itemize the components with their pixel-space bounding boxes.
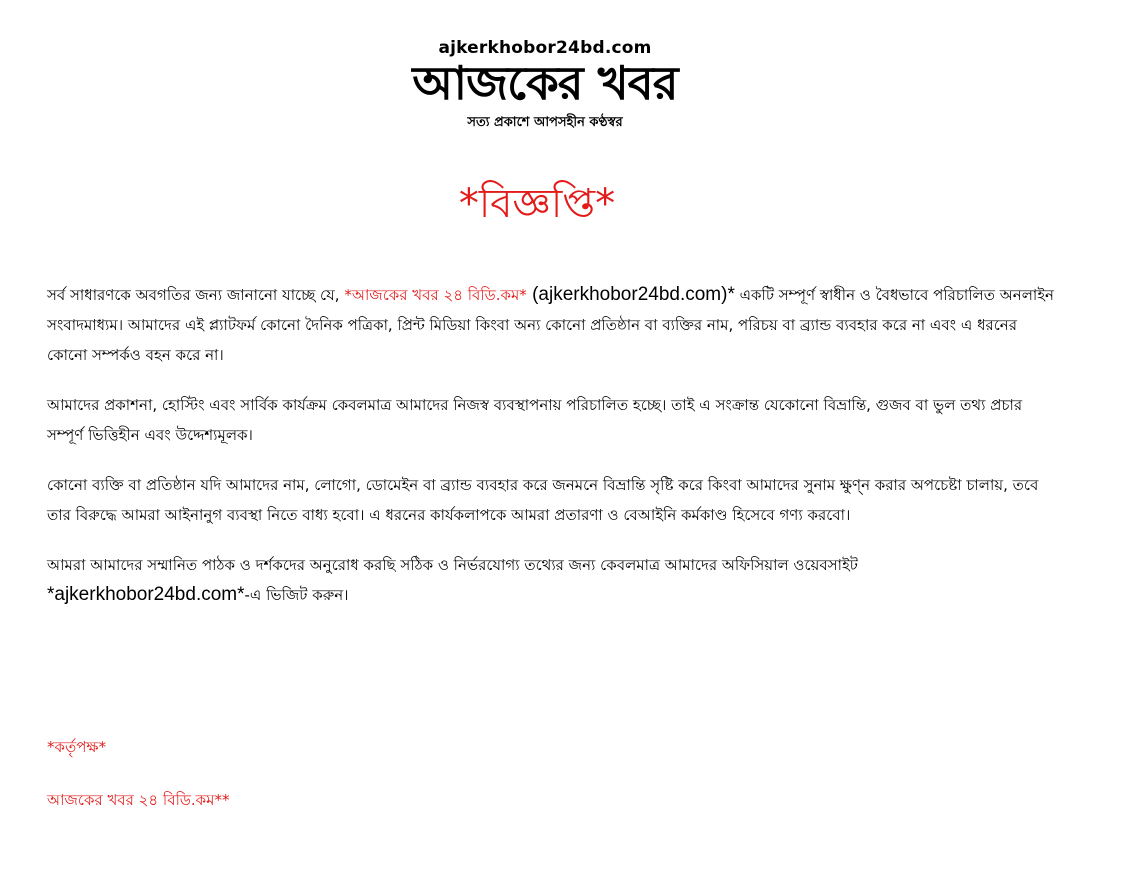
paragraph-4-end: -এ ভিজিট করুন।: [244, 586, 349, 604]
site-name-highlight: *আজকের খবর ২৪ বিডি.কম*: [344, 286, 527, 304]
paragraph-4-intro: আমরা আমাদের সম্মানিত পাঠক ও দর্শকদের অনুরোধ করছি সঠিক ও নির্ভরযোগ্য তথ্যের জন্য কেবলমাত্র আমাদের অফিসিয়াল ওয়েবসাইট: [47, 556, 858, 574]
paragraph-3: কোনো ব্যক্তি বা প্রতিষ্ঠান যদি আমাদের নাম, লোগো, ডোমেইন বা ব্র্যান্ড ব্যবহার করে জনমনে বিভ্রান্তি সৃষ্টি করে কিংবা আমাদের সুনাম ক্ষুণ্ন করার অপচেষ্টা চালায়, তবে তার বিরুদ্ধে আমরা আইনানুগ ব্যবস্থা নিতে বাধ্য হবো। এ ধরনের কার্যকলাপকে আমরা প্রতারণা ও বেআইনি কর্মকাণ্ড হিসেবে গণ্য করবো।: [47, 476, 1039, 524]
logo: আজকের খবর: [412, 56, 678, 110]
tagline: সত্য প্রকাশে আপসহীন কণ্ঠস্বর: [467, 115, 623, 130]
signature-name: আজকের খবর ২৪ বিডি.কম**: [47, 791, 230, 809]
paragraph-4: [47, 550, 1057, 610]
notice-title: *বিজ্ঞপ্তি*: [458, 181, 616, 227]
signature-authority: *কর্তৃপক্ষ*: [47, 738, 107, 756]
masthead: [300, 38, 790, 132]
paragraph-1-intro: সর্ব সাধারণকে অবগতির জন্য জানানো যাচ্ছে যে,: [47, 286, 345, 304]
paragraph-1: [47, 280, 1057, 370]
paragraph-2: আমাদের প্রকাশনা, হোস্টিং এবং সার্বিক কার্যক্রম কেবলমাত্র আমাদের নিজস্ব ব্যবস্থাপনায় পরিচালিত হচ্ছে। তাই এ সংক্রান্ত যেকোনো বিভ্রান্তি, গুজব বা ভুল তথ্য প্রচার সম্পূর্ণ ভিত্তিহীন এবং উদ্দেশ্যমূলক।: [47, 396, 1023, 444]
official-website-url: *ajkerkhobor24bd.com*: [47, 584, 245, 605]
site-url: ajkerkhobor24bd.com: [438, 38, 652, 58]
paragraph-1-rest: একটি সম্পূর্ণ স্বাধীন ও বৈধভাবে পরিচালিত অনলাইন সংবাদমাধ্যম। আমাদের এই প্ল্যাটফর্ম কোনো দৈনিক পত্রিকা, প্রিন্ট মিডিয়া কিংবা অন্য কোনো প্রতিষ্ঠান বা ব্যক্তির নাম, পরিচয় বা ব্র্যান্ড ব্যবহার করে না এবং এ ধরনের কোনো সম্পর্কও বহন করে না।: [47, 286, 1054, 364]
site-url-inline: (ajkerkhobor24bd.com)*: [526, 284, 735, 305]
notice-body: [47, 280, 1057, 630]
